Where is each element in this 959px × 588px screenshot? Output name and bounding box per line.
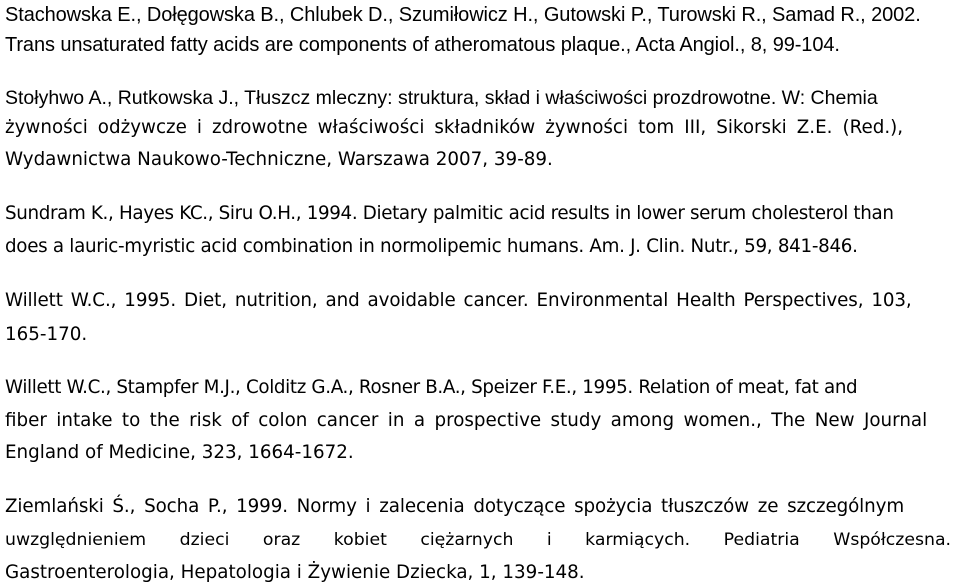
- reference-line: Stachowska E., Dołęgowska B., Chlubek D., Szumiłowicz H., Gutowski P., Turowski R., Samad R., 2002.: [5, 4, 921, 26]
- reference-line-text: Stołyhwo A., Rutkowska J., Tłuszcz mleczny: struktura, skład i właściwości prozdrowotne. W: Chemia: [5, 87, 878, 109]
- reference-line: Willett W.C., Stampfer M.J., Colditz G.A., Rosner B.A., Speizer F.E., 1995. Relation of meat, fat and: [5, 377, 858, 398]
- reference-line: Trans unsaturated fatty acids are components of atheromatous plaque., Acta Angiol., 8, 99-104.: [5, 34, 840, 56]
- reference-line: 165-170.: [5, 324, 88, 345]
- reference-line: [5, 83, 957, 113]
- reference-line: Wydawnictwa Naukowo-Techniczne, Warszawa 2007, 39-89.: [5, 149, 553, 170]
- reference-line: Ziemlański Ś., Socha P., 1999. Normy i zalecenia dotyczące spożycia tłuszczów ze szczególnym: [5, 496, 905, 517]
- reference-line: Gastroenterologia, Hepatologia i Żywienie Dziecka, 1, 139-148.: [5, 562, 585, 583]
- reference-line: fiber intake to the risk of colon cancer in a prospective study among women., The New Journal: [5, 410, 928, 431]
- reference-line: England of Medicine, 323, 1664-1672.: [5, 442, 354, 463]
- reference-line: does a lauric-myristic acid combination in normolipemic humans. Am. J. Clin. Nutr., 59, 841-846.: [5, 236, 858, 257]
- reference-line: Willett W.C., 1995. Diet, nutrition, and avoidable cancer. Environmental Health Perspectives, 103,: [5, 290, 912, 311]
- reference-line: żywności odżywcze i zdrowotne właściwości składników żywności tom III, Sikorski Z.E. (Red.),: [5, 117, 904, 138]
- reference-line: uwzględnieniem dzieci oraz kobiet ciężarnych i karmiących. Pediatria Współczesna.: [5, 530, 952, 550]
- reference-line: Sundram K., Hayes KC., Siru O.H., 1994. Dietary palmitic acid results in lower serum cholesterol than: [5, 203, 894, 224]
